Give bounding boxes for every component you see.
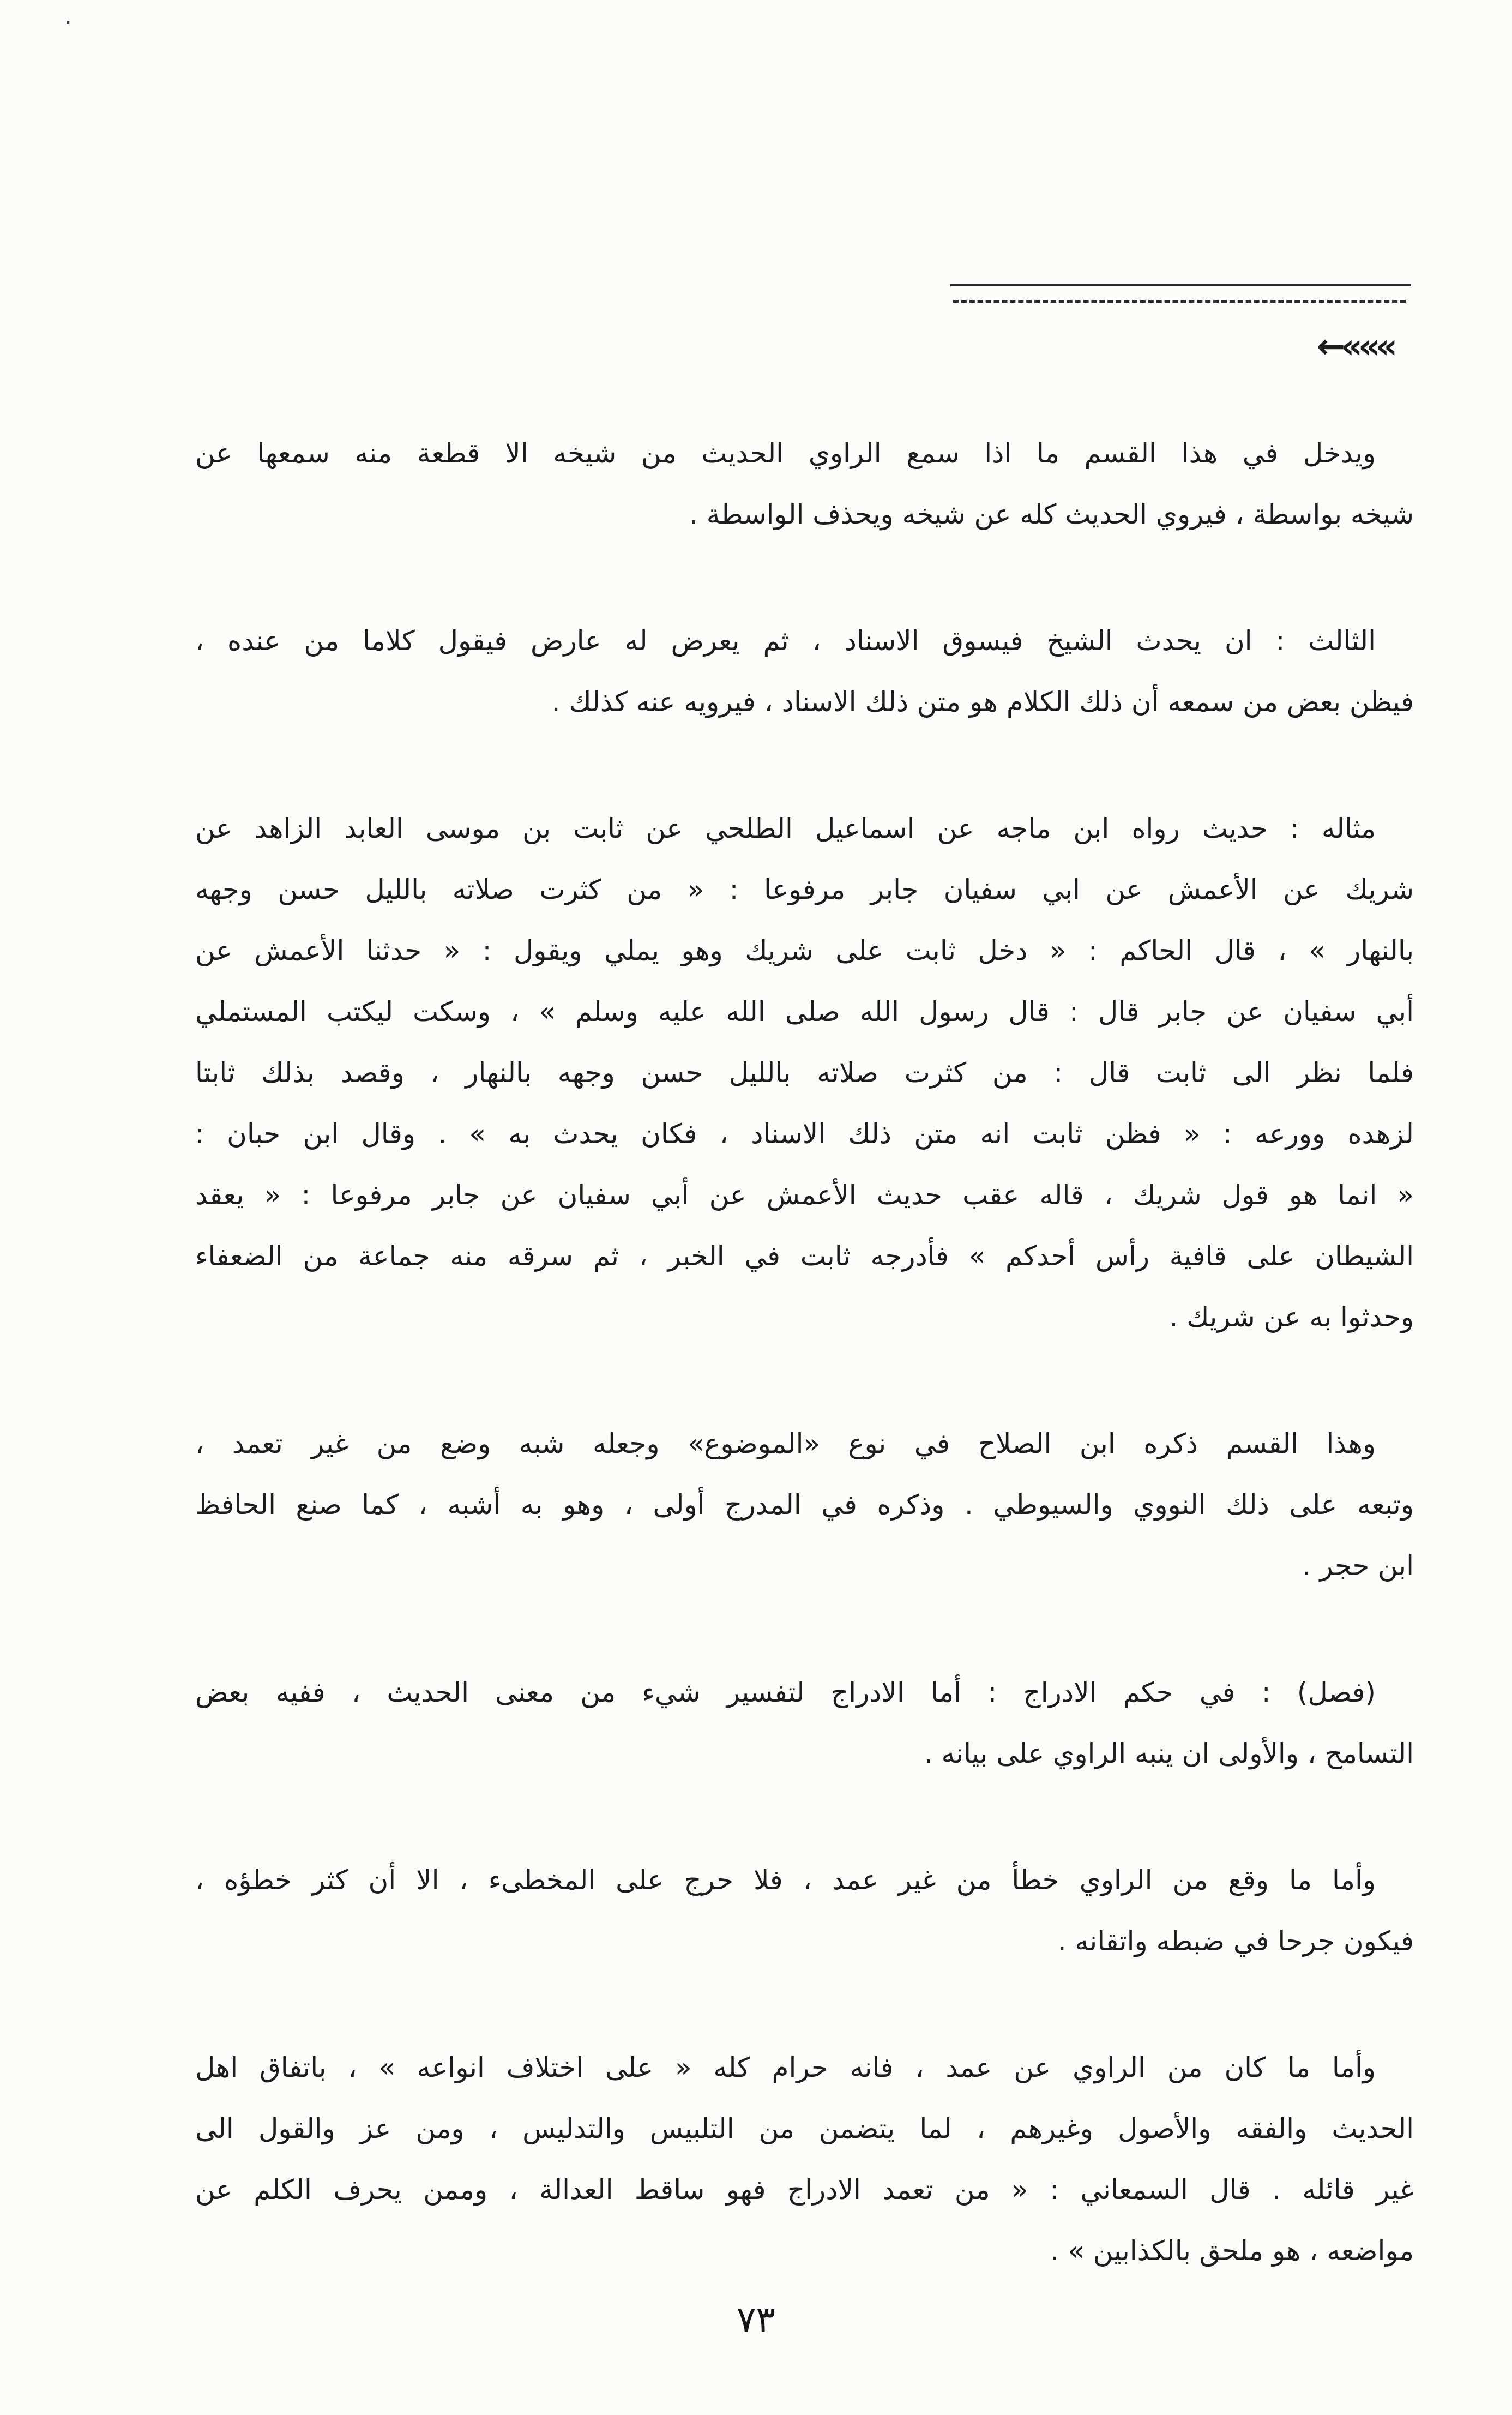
paragraph: [195, 610, 1414, 732]
continuation-arrow-icon: »»»→: [1321, 326, 1397, 366]
paragraph: [195, 1662, 1414, 1784]
text-line: ابن حجر .: [1302, 1550, 1414, 1582]
page-body: [195, 423, 1414, 2281]
text-line: غير قائله . قال السمعاني : « من تعمد الادراج فهو ساقط العدالة ، وممن يحرف الكلم عن: [195, 2174, 1414, 2206]
text-line: وأما ما كان من الراوي عن عمد ، فانه حرام كله « على اختلاف انواعه » ، باتفاق اهل: [195, 2052, 1376, 2083]
text-line: ويدخل في هذا القسم ما اذا سمع الراوي الحديث من شيخه الا قطعة منه سمعها عن: [195, 437, 1376, 469]
text-line: فيظن بعض من سمعه أن ذلك الكلام هو متن ذلك الاسناد ، فيرويه عنه كذلك .: [551, 686, 1414, 718]
text-line: (فصل) : في حكم الادراج : أما الادراج لتفسير شيء من معنى الحديث ، ففيه بعض: [195, 1677, 1376, 1708]
text-line: لزهده وورعه : « فظن ثابت انه متن ذلك الاسناد ، فكان يحدث به » . وقال ابن حبان :: [195, 1118, 1414, 1150]
header-rule-dashed: [953, 300, 1406, 303]
text-line: بالنهار » ، قال الحاكم : « دخل ثابت على شريك وهو يملي ويقول : « حدثنا الأعمش عن: [195, 935, 1414, 966]
text-line: مثاله : حديث رواه ابن ماجه عن اسماعيل الطلحي عن ثابت بن موسى العابد الزاهد عن: [195, 813, 1376, 844]
text-line: الشيطان على قافية رأس أحدكم » فأدرجه ثابت في الخبر ، ثم سرقه منه جماعة من الضعفاء: [195, 1240, 1414, 1272]
text-line: التسامح ، والأولى ان ينبه الراوي على بيانه .: [924, 1738, 1414, 1769]
text-line: فلما نظر الى ثابت قال : من كثرت صلاته بالليل حسن وجهه بالنهار ، وقصد بذلك ثابتا: [195, 1057, 1414, 1089]
paragraph: [195, 798, 1414, 1348]
text-line: أبي سفيان عن جابر قال : قال رسول الله صلى الله عليه وسلم » ، وسكت ليكتب المستملي: [195, 996, 1414, 1028]
paragraph: [195, 2037, 1414, 2281]
text-line: وهذا القسم ذكره ابن الصلاح في نوع «الموضوع» وجعله شبه وضع من غير تعمد ،: [195, 1428, 1376, 1459]
text-line: وأما ما وقع من الراوي خطأ من غير عمد ، فلا حرج على المخطىء ، الا أن كثر خطؤه ،: [195, 1864, 1376, 1896]
paragraph: [195, 423, 1414, 545]
page-number: ٧٣: [737, 2299, 775, 2341]
text-line: وحدثوا به عن شريك .: [1169, 1301, 1414, 1333]
ink-speck: .: [64, 2, 72, 30]
text-line: وتبعه على ذلك النووي والسيوطي . وذكره في المدرج أولى ، وهو به أشبه ، كما صنع الحافظ: [195, 1489, 1414, 1521]
text-line: فيكون جرحا في ضبطه واتقانه .: [1057, 1925, 1414, 1957]
paragraph: [195, 1849, 1414, 1972]
text-line: شريك عن الأعمش عن ابي سفيان جابر مرفوعا : « من كثرت صلاته بالليل حسن وجهه: [195, 874, 1414, 905]
text-line: « انما هو قول شريك ، قاله عقب حديث الأعمش عن أبي سفيان عن جابر مرفوعا : « يعقد: [195, 1179, 1414, 1211]
text-line: الثالث : ان يحدث الشيخ فيسوق الاسناد ، ثم يعرض له عارض فيقول كلاما من عنده ،: [195, 625, 1376, 657]
header-rule-solid: [950, 284, 1411, 286]
paragraph: [195, 1413, 1414, 1596]
text-line: الحديث والفقه والأصول وغيرهم ، لما يتضمن من التلبيس والتدليس ، ومن عز والقول الى: [195, 2113, 1414, 2144]
text-line: شيخه بواسطة ، فيروي الحديث كله عن شيخه ويحذف الواسطة .: [689, 498, 1414, 530]
text-line: مواضعه ، هو ملحق بالكذابين » .: [1050, 2235, 1414, 2267]
